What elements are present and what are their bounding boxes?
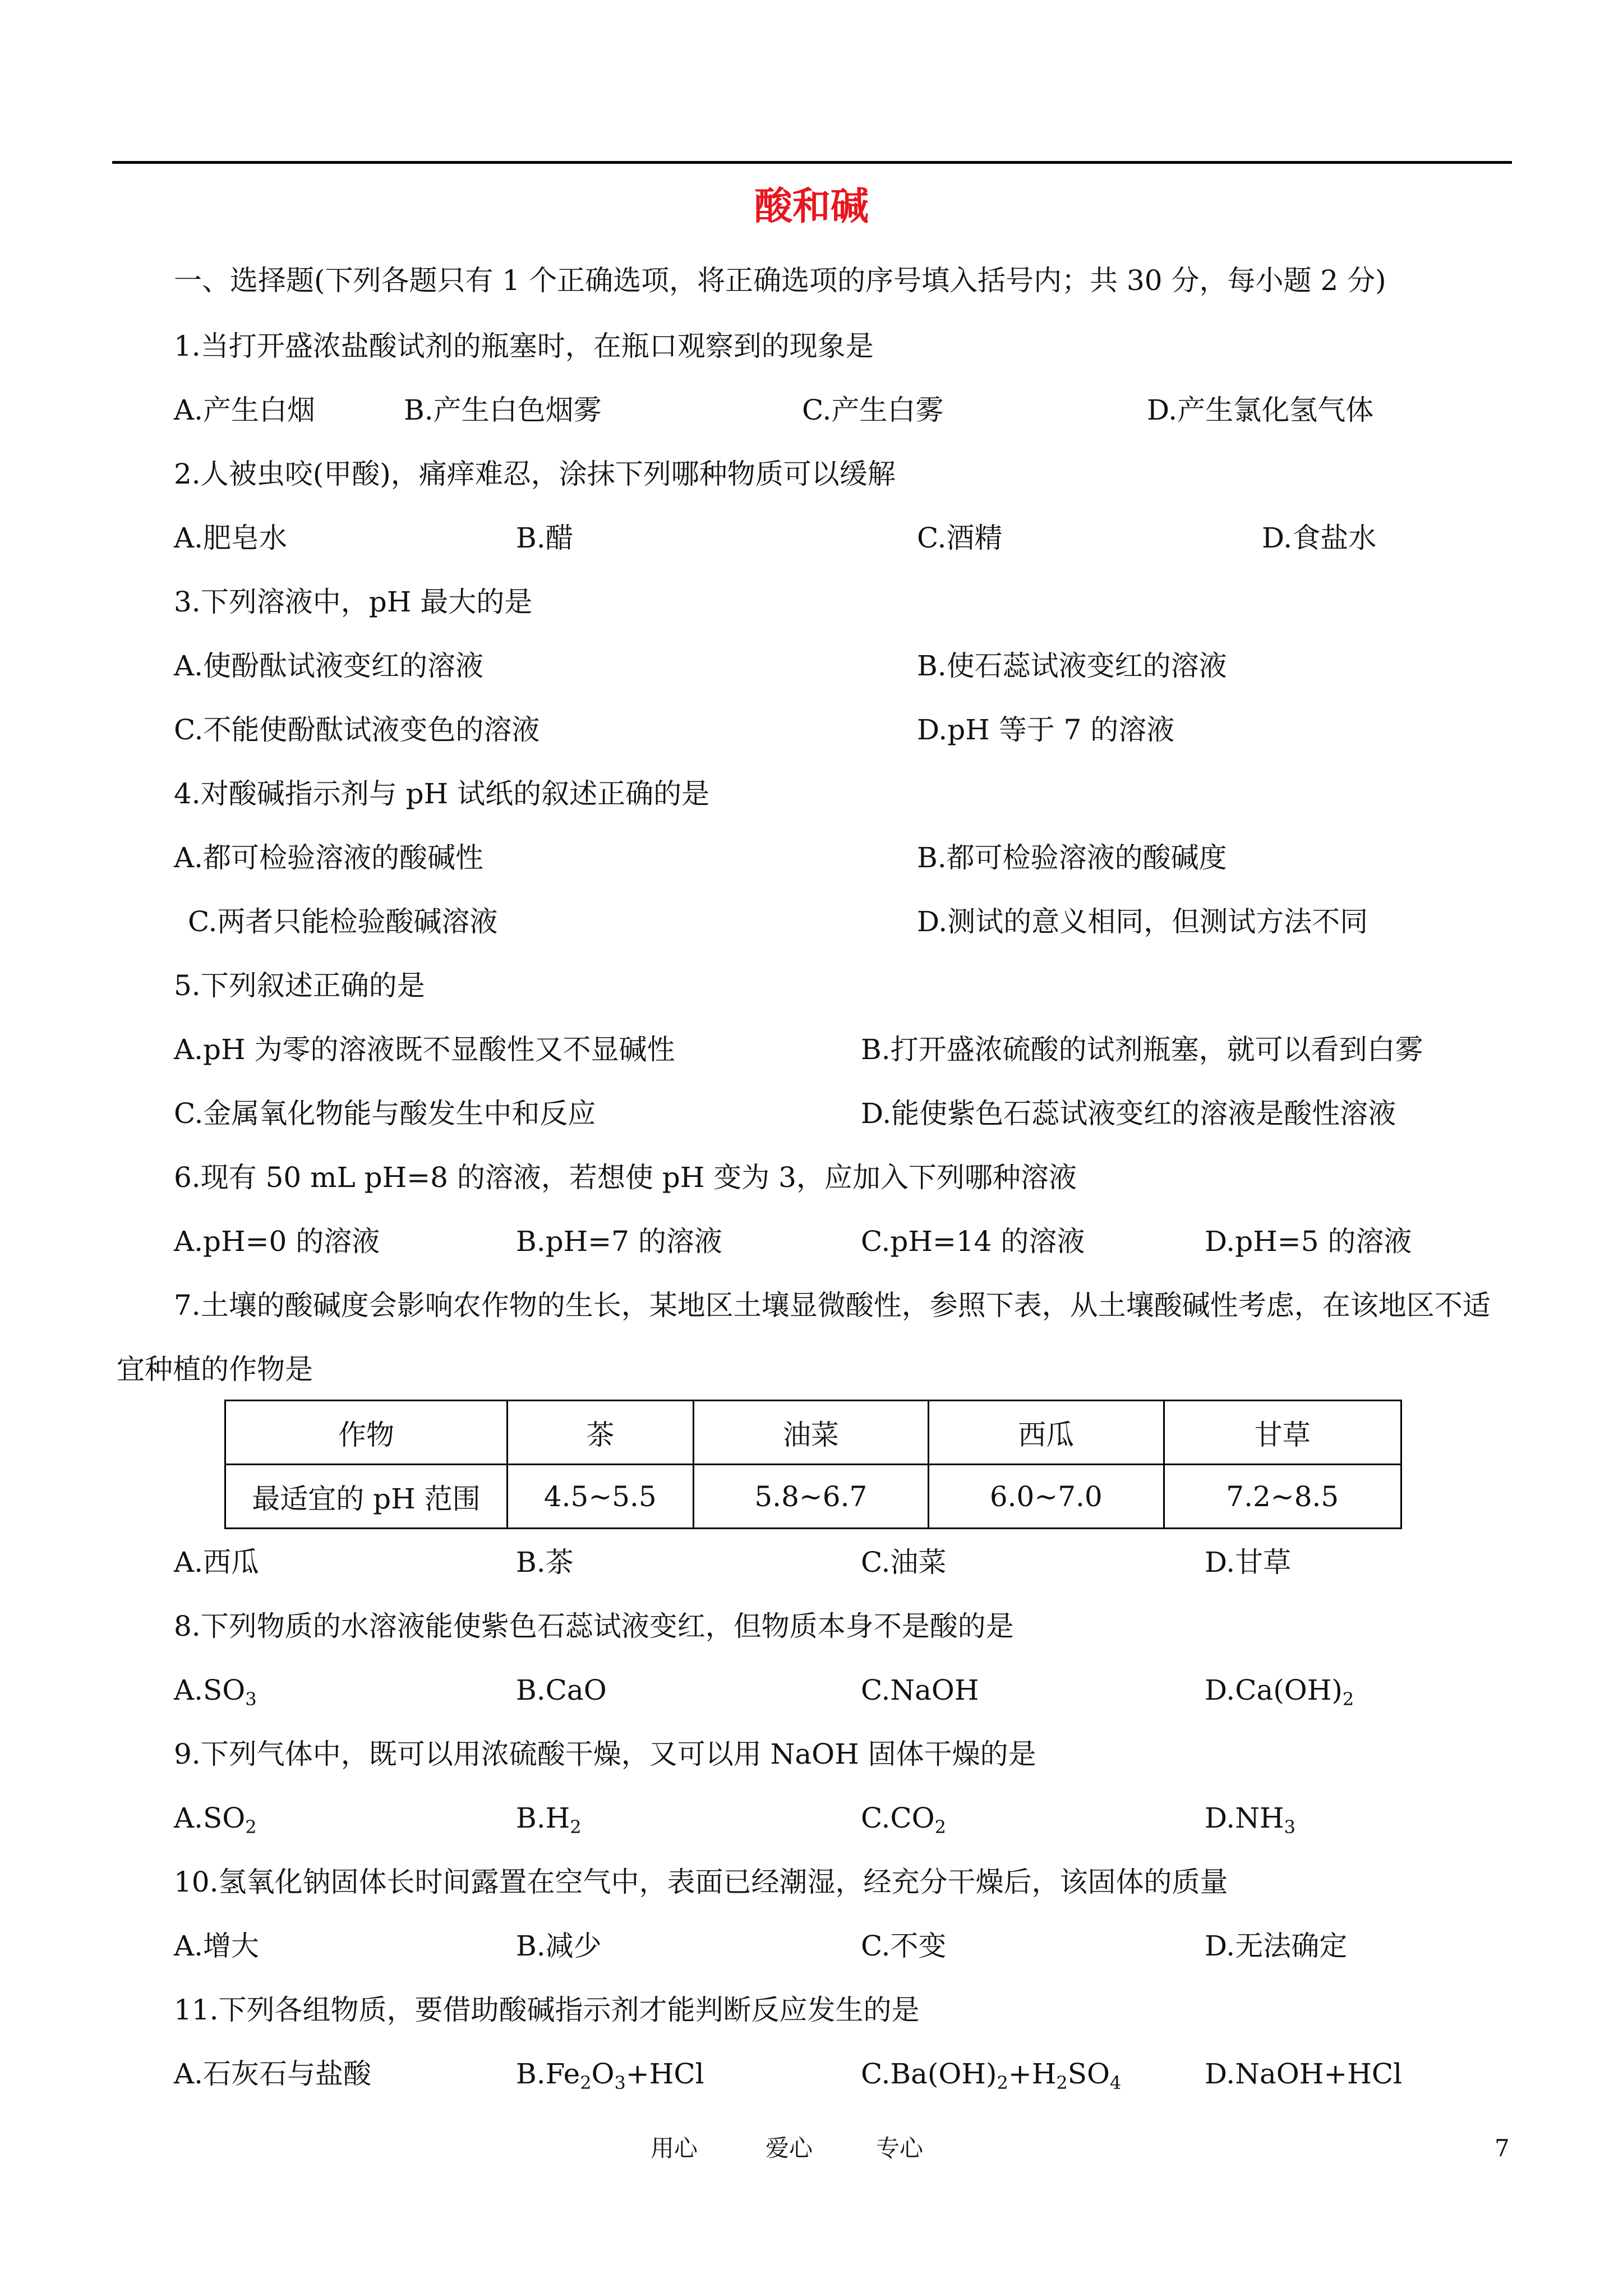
q7-option-b: B.茶: [516, 1546, 574, 1579]
q5-option-c: C.金属氧化物能与酸发生中和反应: [174, 1097, 596, 1130]
q8-option-c: C.NaOH: [861, 1674, 979, 1706]
q9-option-b: $B.H_2$: [516, 1802, 582, 1838]
table-row: [225, 1465, 1401, 1529]
q5-option-b: B.打开盛浓硫酸的试剂瓶塞，就可以看到白雾: [861, 1033, 1423, 1066]
table-cell: 6.0~7.0: [929, 1465, 1164, 1529]
q11-option-b: $B.Fe_2O_3+HCl$: [516, 2058, 704, 2093]
table-cell: 茶: [507, 1401, 693, 1465]
q9-option-a: $A.SO_2$: [174, 1802, 257, 1838]
q7-option-c: C.油菜: [861, 1546, 947, 1579]
page-title: 酸和碱: [754, 184, 869, 229]
table-header-row: [225, 1401, 1401, 1465]
question-10-stem: 10.氢氧化钠固体长时间露置在空气中，表面已经潮湿，经充分干燥后，该固体的质量: [174, 1866, 1228, 1898]
q11-option-d: D.NaOH+HCl: [1205, 2058, 1403, 2090]
q3-option-b: B.使石蕊试液变红的溶液: [917, 650, 1227, 682]
q11-option-c: $C.Ba(OH)_2+H_2SO_4$: [861, 2058, 1122, 2093]
table-cell: 最适宜的 pH 范围: [225, 1465, 508, 1529]
q1-option-c: C.产生白雾: [802, 394, 944, 426]
question-3-stem: 3.下列溶液中，pH 最大的是: [174, 586, 533, 618]
question-6-stem: 6.现有 50 mL pH=8 的溶液，若想使 pH 变为 3，应加入下列哪种溶液: [174, 1161, 1077, 1194]
q5-option-a: A.pH 为零的溶液既不显酸性又不显碱性: [174, 1033, 675, 1066]
q8-option-a: $A.SO_3$: [174, 1674, 257, 1710]
question-2-stem: 2.人被虫咬(甲酸)，痛痒难忍，涂抹下列哪种物质可以缓解: [174, 458, 896, 490]
q8-option-b: B.CaO: [516, 1674, 607, 1706]
question-4-stem: 4.对酸碱指示剂与 pH 试纸的叙述正确的是: [174, 777, 710, 810]
q6-option-c: C.pH=14 的溶液: [861, 1225, 1085, 1258]
footer-right-text: 专心: [876, 2134, 924, 2162]
table-cell: 西瓜: [929, 1401, 1164, 1465]
q10-option-c: C.不变: [861, 1930, 947, 1962]
question-8-stem: 8.下列物质的水溶液能使紫色石蕊试液变红，但物质本身不是酸的是: [174, 1610, 1014, 1642]
header-rule: [112, 161, 1512, 164]
q3-option-a: A.使酚酞试液变红的溶液: [174, 650, 484, 682]
table-cell: 4.5~5.5: [507, 1465, 693, 1529]
q1-option-d: D.产生氯化氢气体: [1147, 394, 1374, 426]
q9-option-c: $C.CO_2$: [861, 1802, 946, 1838]
q2-option-a: A.肥皂水: [174, 522, 288, 554]
q7-option-d: D.甘草: [1205, 1546, 1292, 1579]
q1-option-a: A.产生白烟: [174, 394, 316, 426]
question-5-stem: 5.下列叙述正确的是: [174, 969, 425, 1002]
q2-option-d: D.食盐水: [1262, 522, 1377, 554]
q3-option-c: C.不能使酚酞试液变色的溶液: [174, 714, 540, 746]
question-9-stem: 9.下列气体中，既可以用浓硫酸干燥，又可以用 NaOH 固体干燥的是: [174, 1738, 1036, 1770]
q6-option-d: D.pH=5 的溶液: [1205, 1225, 1412, 1258]
table-cell: 5.8~6.7: [693, 1465, 928, 1529]
q6-option-b: B.pH=7 的溶液: [516, 1225, 722, 1258]
q7-option-a: A.西瓜: [174, 1546, 260, 1579]
q1-option-b: B.产生白色烟雾: [404, 394, 602, 426]
ph-range-table: [224, 1400, 1402, 1529]
table-cell: 7.2~8.5: [1164, 1465, 1401, 1529]
q8-option-d: $D.Ca(OH)_2$: [1205, 1674, 1354, 1710]
footer-left-text: 用心: [651, 2134, 698, 2162]
q9-option-d: $D.NH_3$: [1205, 1802, 1295, 1838]
q5-option-d: D.能使紫色石蕊试液变红的溶液是酸性溶液: [861, 1097, 1396, 1130]
table-cell: 油菜: [693, 1401, 928, 1465]
footer-middle-text: 爱心: [766, 2134, 813, 2162]
q2-option-b: B.醋: [516, 522, 574, 554]
q2-option-c: C.酒精: [917, 522, 1003, 554]
table-cell: 作物: [225, 1401, 508, 1465]
q10-option-d: D.无法确定: [1205, 1930, 1348, 1962]
page-number: 7: [1495, 2134, 1510, 2162]
q6-option-a: A.pH=0 的溶液: [174, 1225, 380, 1258]
q10-option-a: A.增大: [174, 1930, 260, 1962]
section-heading: 一、选择题(下列各题只有 1 个正确选项，将正确选项的序号填入括号内；共 30 分，每小题 2 分): [174, 264, 1386, 297]
q3-option-d: D.pH 等于 7 的溶液: [917, 714, 1175, 746]
q4-option-c: C.两者只能检验酸碱溶液: [188, 905, 498, 938]
question-7-stem-continued: 宜种植的作物是: [117, 1353, 313, 1386]
q11-option-a: A.石灰石与盐酸: [174, 2058, 372, 2090]
question-7-stem: 7.土壤的酸碱度会影响农作物的生长，某地区土壤显微酸性，参照下表，从土壤酸碱性考虑，在该地区不适: [174, 1289, 1491, 1322]
q4-option-d: D.测试的意义相同，但测试方法不同: [917, 905, 1368, 938]
q10-option-b: B.减少: [516, 1930, 602, 1962]
question-1-stem: 1.当打开盛浓盐酸试剂的瓶塞时，在瓶口观察到的现象是: [174, 330, 874, 362]
table-cell: 甘草: [1164, 1401, 1401, 1465]
q4-option-a: A.都可检验溶液的酸碱性: [174, 841, 484, 874]
q4-option-b: B.都可检验溶液的酸碱度: [917, 841, 1227, 874]
question-11-stem: 11.下列各组物质，要借助酸碱指示剂才能判断反应发生的是: [174, 1994, 920, 2026]
